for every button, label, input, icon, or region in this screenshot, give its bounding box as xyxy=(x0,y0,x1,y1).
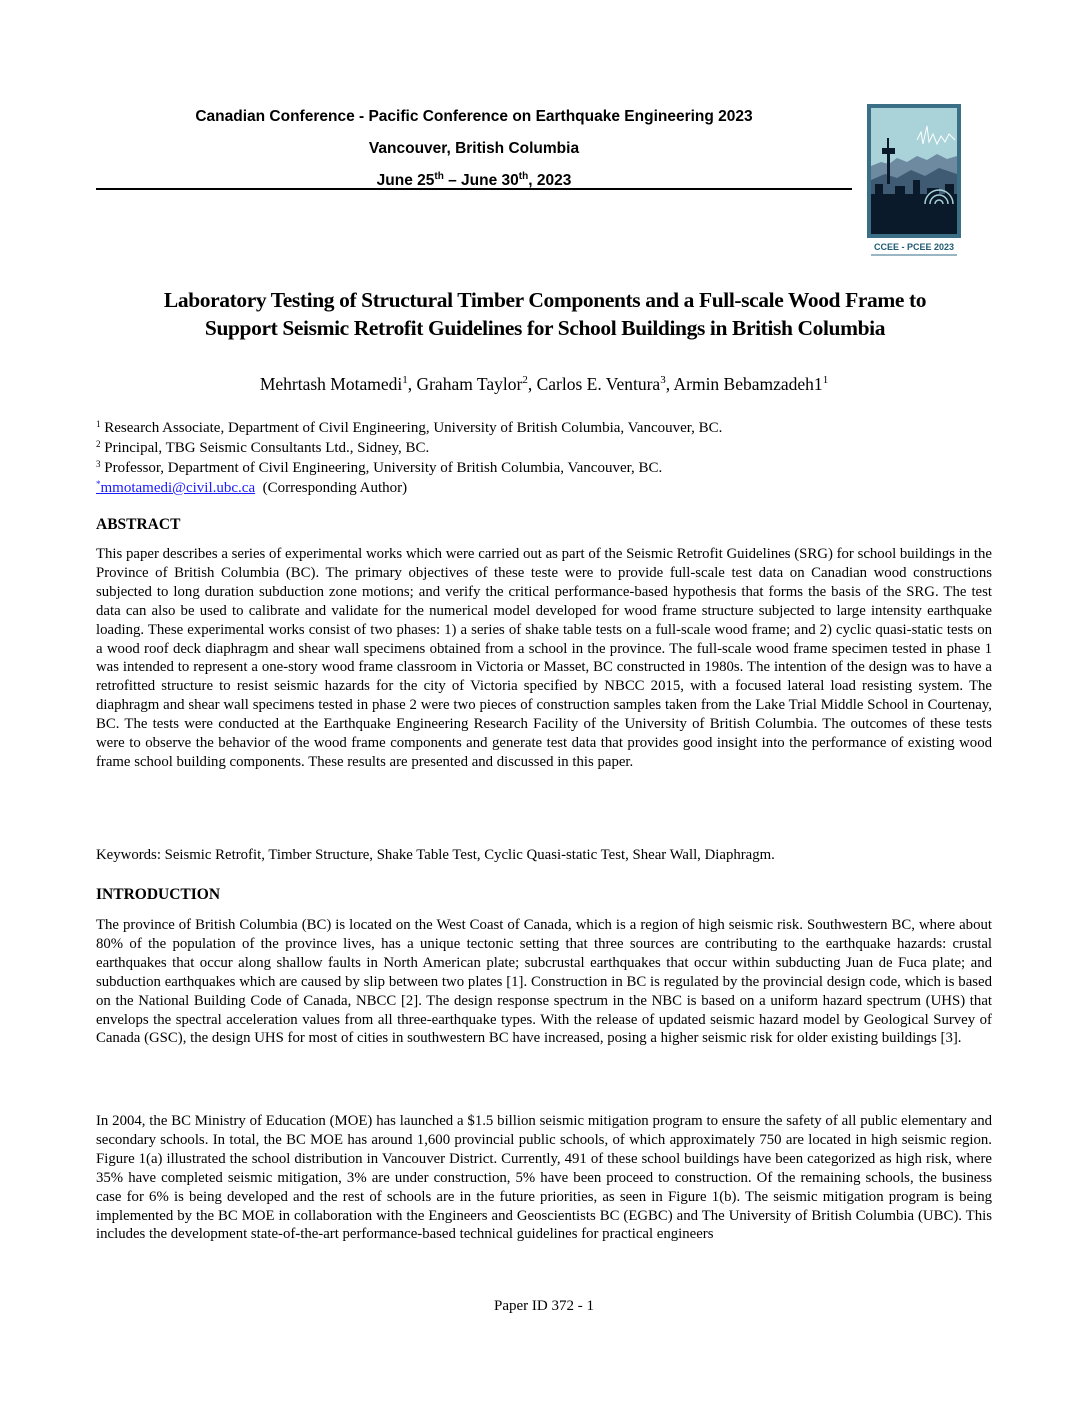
author-name: Mehrtash Motamedi xyxy=(259,374,403,394)
author-sup: 1 xyxy=(402,374,408,387)
keywords: Keywords: Seismic Retrofit, Timber Structure, Shake Table Test, Cyclic Quasi-static Test, Shear Wall, Diaphragm. xyxy=(96,847,775,863)
date-end-sup: th xyxy=(518,171,529,182)
logo-caption: CCEE - PCEE 2023 xyxy=(873,242,955,252)
author-name: , Armin Bebamzadeh1 xyxy=(665,374,823,394)
conference-logo xyxy=(867,104,961,264)
title-line-2: Support Seismic Retrofit Guidelines for School Buildings in British Columbia xyxy=(204,316,886,340)
corresponding-author xyxy=(96,474,996,498)
skyline-logo-icon xyxy=(867,104,961,264)
date-start-sup: th xyxy=(434,171,444,182)
date-end: – June 30 xyxy=(443,172,519,190)
introduction-paragraph-1: The province of British Columbia (BC) is located on the West Coast of Canada, which is a region of high seismic risk. Southwestern BC, where about 80% of the population of the province lives, has a unique tectonic setting that three sources are contributing to the earthquake hazards: crustal earthquakes that occur along shallow faults in North American plate; subcrustal earthquakes that occur within subducting Juan de Fuca plate; and subduction earthquakes which are caused by slip between two plates [1]. Construction in BC is regulated by the provincial design code, which is based on the National Building Code of Canada, NBCC [2]. The design response spectrum in the NBC is based on a uniform hazard spectrum (UHS) that envelops the spectral acceleration values from all three-earthquake types. With the release of updated seismic hazard model by Geological Survey of Canada (GSC), the design UHS for most of cities in southwestern BC have increased, posing a higher seismic risk for older existing buildings [3]. xyxy=(96,917,992,1047)
author-sup: 2 xyxy=(522,374,528,387)
date-year: , 2023 xyxy=(528,172,572,190)
page-footer: Paper ID 372 - 1 xyxy=(494,1298,594,1314)
email-note: (Corresponding Author) xyxy=(255,480,408,496)
paper-title xyxy=(90,286,1000,342)
conference-location: Vancouver, British Columbia xyxy=(368,140,580,157)
author-sup: 1 xyxy=(822,374,829,387)
affiliation: $^1$ Research Associate, Department of Civil Engineering, University of British Columbia, Vancouver, BC. xyxy=(96,419,723,436)
introduction-paragraph-2: In 2004, the BC Ministry of Education (MOE) has launched a $1.5 billion seismic mitigation program to ensure the safety of all public elementary and secondary schools. In total, the BC MOE has around 1,600 provincial public schools, of which approximately 750 are located in high seismic region. Figure 1(a) illustrated the school distribution in Vancouver District. Currently, 491 of these school buildings have been categorized as high risk, where 35% have completed seismic mitigation, 3% are under construction, 5% have been proceed to construction. Of the remaining schools, the business case for 6% is being developed and the rest of schools are in the future priorities, as seen in Figure 1(b). The seismic mitigation program is being implemented by the BC MOE in collaboration with the Engineers and Geoscientists BC (EGBC) and The University of British Columbia (UBC). This includes the development state-of-the-art performance-based technical guidelines for practical engineers xyxy=(96,1113,992,1243)
introduction-heading: INTRODUCTION xyxy=(96,886,221,903)
author-list xyxy=(96,374,992,395)
author-sup: 3 xyxy=(660,374,666,387)
affiliation: $^2$ Principal, TBG Seismic Consultants Ltd., Sidney, BC. xyxy=(96,439,430,456)
title-line-1: Laboratory Testing of Structural Timber Components and a Full-scale Wood Frame to xyxy=(163,288,927,312)
header-rule xyxy=(96,188,852,190)
abstract-text: This paper describes a series of experimental works which were carried out as part of the Seismic Retrofit Guidelines (SRG) for school buildings in the Province of British Columbia (BC). The primary objectives of these teste were to provide full-scale test data on Canadian wood constructions subjected to long duration subduction zone motions; and verify the critical performance-based hypothesis that forms the basis of the SRG. The test data can also be used to calibrate and validate for the numerical model developed for wood frame structure subjected to large intensity earthquake loading. These experimental works consist of two phases: 1) a series of shake table tests on a full-scale wood frame; and 2) cyclic quasi-static tests on a wood roof deck diaphragm and shear wall specimens obtained from a school in the province. The full-scale wood frame specimen tested in phase 1 was intended to represent a one-story wood frame classroom in Victoria or Masset, BC constructed in 1980s. The intention of the design was to have a retrofitted structure to resist seismic hazards for the city of Victoria specified by NBCC 2015, with a focused lateral load resisting system. The diaphragm and shear wall specimens tested in phase 2 were two pieces of construction samples taken from the Lake Trial Middle School in Courtenay, BC. The tests were conducted at the Earthquake Engineering Research Facility of the University of British Columbia. The outcomes of these tests were to observe the behavior of the wood frame components and generate test data that provides good insight into the performance of existing wood frame school building components. These results are presented and discussed in this paper. xyxy=(96,546,992,770)
date-start: June 25 xyxy=(376,172,435,190)
abstract-heading: ABSTRACT xyxy=(96,516,181,533)
affiliation: $^3$ Professor, Department of Civil Engineering, University of British Columbia, Vancouver, BC. xyxy=(96,459,663,476)
email-link[interactable]: *mmotamedi@civil.ubc.ca xyxy=(96,479,256,496)
conference-name: Canadian Conference - Pacific Conference on Earthquake Engineering 2023 xyxy=(195,108,753,125)
author-name: , Graham Taylor xyxy=(407,374,523,394)
author-name: , Carlos E. Ventura xyxy=(527,374,661,394)
